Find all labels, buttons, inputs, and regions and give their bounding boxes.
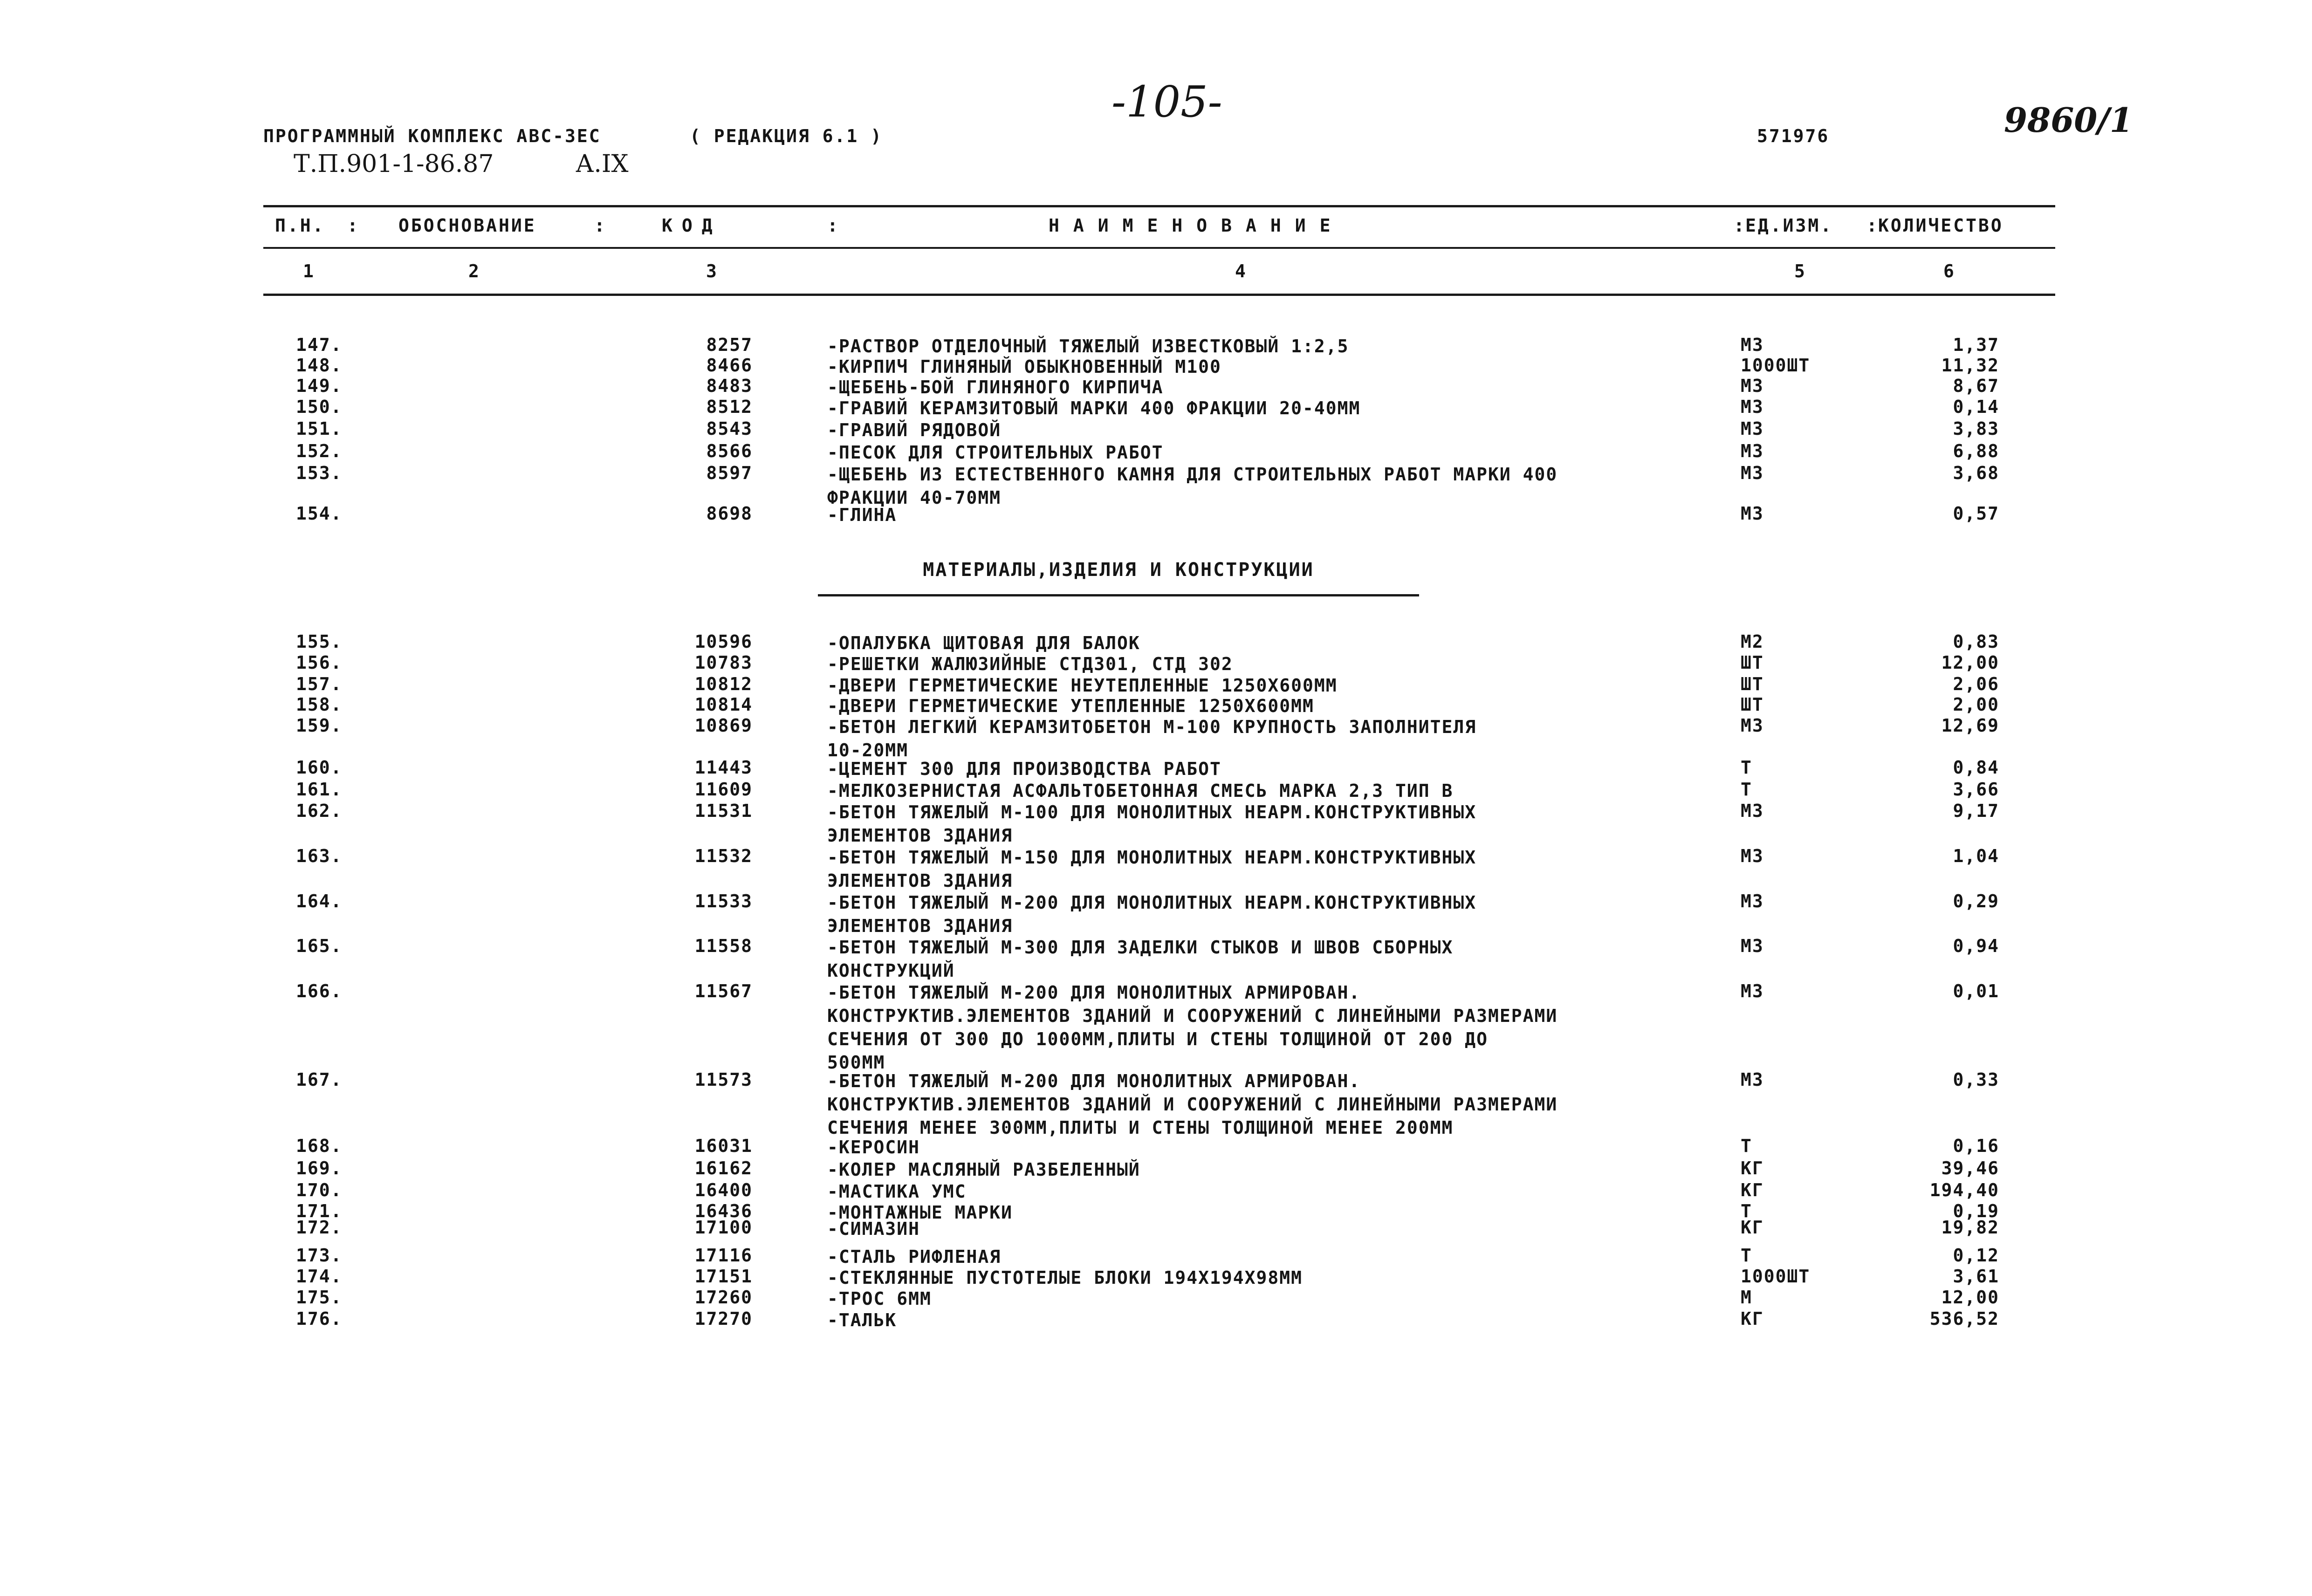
row-name: -ТРОС 6ММ	[827, 1288, 932, 1309]
row-number: 169.	[296, 1158, 343, 1178]
col-number-1: 1	[303, 261, 316, 281]
row-number: 175.	[296, 1287, 343, 1308]
row-number: 164.	[296, 891, 343, 911]
row-number: 168.	[296, 1136, 343, 1156]
row-quantity: 8,67	[1953, 376, 1999, 396]
row-number: 166.	[296, 981, 343, 1001]
row-name: -СИМАЗИН	[827, 1219, 920, 1239]
row-code: 16162	[694, 1158, 753, 1178]
row-name: -КОЛЕР МАСЛЯНЫЙ РАЗБЕЛЕННЫЙ	[827, 1159, 1140, 1180]
row-code: 11533	[694, 891, 753, 911]
col-header-basis: ОБОСНОВАНИЕ	[398, 215, 536, 236]
row-unit: ШТ	[1741, 674, 1764, 694]
row-unit: М3	[1741, 503, 1764, 524]
row-name: -ЩЕБЕНЬ-БОЙ ГЛИНЯНОГО КИРПИЧА	[827, 377, 1164, 397]
row-quantity: 3,68	[1953, 463, 1999, 483]
row-unit: М3	[1741, 335, 1764, 355]
row-unit: КГ	[1741, 1308, 1764, 1329]
col-header-pn: П.Н.	[275, 215, 325, 236]
header-rule-top	[263, 205, 2055, 207]
row-unit: КГ	[1741, 1217, 1764, 1238]
row-unit: М3	[1741, 891, 1764, 911]
row-code: 17270	[694, 1308, 753, 1329]
row-name: -БЕТОН ТЯЖЕЛЫЙ М-300 ДЛЯ ЗАДЕЛКИ СТЫКОВ И ШВОВ СБОРНЫХ КОНСТРУКЦИЙ	[827, 937, 1454, 981]
col-number-4: 4	[1235, 261, 1248, 281]
row-code: 11573	[694, 1069, 753, 1090]
row-number: 151.	[296, 418, 343, 439]
row-unit: Т	[1741, 1245, 1752, 1266]
row-name: -ГРАВИЙ РЯДОВОЙ	[827, 420, 1002, 440]
row-unit: М3	[1741, 463, 1764, 483]
row-code: 16031	[694, 1136, 753, 1156]
row-code: 10783	[694, 652, 753, 673]
album-number: А.IX	[576, 150, 629, 178]
row-code: 8543	[706, 418, 753, 439]
row-number: 172.	[296, 1217, 343, 1238]
row-number: 153.	[296, 463, 343, 483]
row-name: -БЕТОН ТЯЖЕЛЫЙ М-100 ДЛЯ МОНОЛИТНЫХ НЕАРМ.КОНСТРУКТИВНЫХ ЭЛЕМЕНТОВ ЗДАНИЯ	[827, 802, 1477, 846]
row-number: 156.	[296, 652, 343, 673]
row-name: -БЕТОН ТЯЖЕЛЫЙ М-150 ДЛЯ МОНОЛИТНЫХ НЕАРМ.КОНСТРУКТИВНЫХ ЭЛЕМЕНТОВ ЗДАНИЯ	[827, 847, 1477, 891]
row-name: -БЕТОН ТЯЖЕЛЫЙ М-200 ДЛЯ МОНОЛИТНЫХ АРМИРОВАН. КОНСТРУКТИВ.ЭЛЕМЕНТОВ ЗДАНИЙ И СООРУЖЕНИЙ С ЛИНЕЙНЫМИ РАЗМЕРАМИ СЕЧЕНИЯ ОТ 300 ДО 1000ММ,ПЛИТЫ И СТЕНЫ ТОЛЩИНОЙ ОТ 200 ДО 500ММ	[827, 982, 1558, 1073]
header-rule-mid	[263, 247, 2055, 249]
row-name: -КИРПИЧ ГЛИНЯНЫЙ ОБЫКНОВЕННЫЙ М100	[827, 356, 1221, 377]
row-unit: М3	[1741, 376, 1764, 396]
row-unit: М	[1741, 1287, 1752, 1308]
row-number: 165.	[296, 936, 343, 956]
row-name: -РАСТВОР ОТДЕЛОЧНЫЙ ТЯЖЕЛЫЙ ИЗВЕСТКОВЫЙ 1:2,5	[827, 336, 1349, 356]
row-quantity: 1,37	[1953, 335, 1999, 355]
corner-mark: 9860/1	[2004, 100, 2133, 140]
row-code: 11567	[694, 981, 753, 1001]
section-title: МАТЕРИАЛЫ,ИЗДЕЛИЯ И КОНСТРУКЦИИ	[923, 559, 1314, 581]
row-code: 11532	[694, 846, 753, 866]
row-name: -МОНТАЖНЫЕ МАРКИ	[827, 1202, 1013, 1223]
row-unit: Т	[1741, 757, 1752, 778]
row-name: -БЕТОН ТЯЖЕЛЫЙ М-200 ДЛЯ МОНОЛИТНЫХ НЕАРМ.КОНСТРУКТИВНЫХ ЭЛЕМЕНТОВ ЗДАНИЯ	[827, 892, 1477, 936]
row-code: 16436	[694, 1201, 753, 1221]
row-unit: 1000ШТ	[1741, 1266, 1811, 1287]
row-number: 171.	[296, 1201, 343, 1221]
row-quantity: 1,04	[1953, 846, 1999, 866]
row-unit: ШТ	[1741, 652, 1764, 673]
row-name: -ДВЕРИ ГЕРМЕТИЧЕСКИЕ УТЕПЛЕННЫЕ 1250Х600ММ	[827, 696, 1314, 716]
row-code: 16400	[694, 1180, 753, 1200]
col-number-5: 5	[1794, 261, 1807, 281]
row-name: -БЕТОН ТЯЖЕЛЫЙ М-200 ДЛЯ МОНОЛИТНЫХ АРМИРОВАН. КОНСТРУКТИВ.ЭЛЕМЕНТОВ ЗДАНИЙ И СООРУЖЕНИЙ С ЛИНЕЙНЫМИ РАЗМЕРАМИ СЕЧЕНИЯ МЕНЕЕ 300ММ,ПЛИТЫ И СТЕНЫ ТОЛЩИНОЙ МЕНЕЕ 200ММ	[827, 1071, 1558, 1138]
row-code: 8512	[706, 397, 753, 417]
row-unit: М3	[1741, 418, 1764, 439]
row-unit: М3	[1741, 801, 1764, 821]
row-name: -СТАЛЬ РИФЛЕНАЯ	[827, 1247, 1002, 1267]
row-quantity: 39,46	[1941, 1158, 1999, 1178]
row-quantity: 194,40	[1929, 1180, 1999, 1200]
row-quantity: 0,01	[1953, 981, 1999, 1001]
row-code: 8257	[706, 335, 753, 355]
row-name: -ТАЛЬК	[827, 1310, 897, 1330]
row-quantity: 12,00	[1941, 1287, 1999, 1308]
project-number: Т.П.901-1-86.87	[294, 150, 494, 178]
row-quantity: 0,94	[1953, 936, 1999, 956]
program-line: ПРОГРАММНЫЙ КОМПЛЕКС АВС-ЗЕС	[263, 126, 601, 146]
row-code: 10596	[694, 631, 753, 652]
row-number: 152.	[296, 441, 343, 461]
row-quantity: 0,19	[1953, 1201, 1999, 1221]
row-number: 161.	[296, 779, 343, 800]
document-code: 571976	[1757, 126, 1830, 146]
row-code: 8466	[706, 355, 753, 376]
row-code: 11531	[694, 801, 753, 821]
page-number: -105-	[1111, 77, 1222, 127]
row-number: 154.	[296, 503, 343, 524]
col-header-qty: КОЛИЧЕСТВО	[1878, 215, 2003, 236]
row-name: -МАСТИКА УМС	[827, 1181, 967, 1202]
edition: ( РЕДАКЦИЯ 6.1 )	[690, 126, 883, 146]
col-sep: :	[1866, 215, 1879, 236]
row-code: 17151	[694, 1266, 753, 1287]
col-sep: :	[347, 215, 360, 236]
row-code: 10814	[694, 694, 753, 715]
row-name: -ОПАЛУБКА ЩИТОВАЯ ДЛЯ БАЛОК	[827, 633, 1140, 653]
row-unit: Т	[1741, 1136, 1752, 1156]
header-rule-bottom	[263, 294, 2055, 296]
row-unit: М3	[1741, 715, 1764, 736]
row-number: 147.	[296, 335, 343, 355]
col-header-unit: ЕД.ИЗМ.	[1745, 215, 1833, 236]
row-unit: М3	[1741, 846, 1764, 866]
row-code: 8483	[706, 376, 753, 396]
row-quantity: 12,00	[1941, 652, 1999, 673]
row-number: 158.	[296, 694, 343, 715]
row-unit: М2	[1741, 631, 1764, 652]
row-quantity: 19,82	[1941, 1217, 1999, 1238]
row-number: 167.	[296, 1069, 343, 1090]
row-name: -ДВЕРИ ГЕРМЕТИЧЕСКИЕ НЕУТЕПЛЕННЫЕ 1250Х600ММ	[827, 675, 1338, 696]
row-unit: М3	[1741, 936, 1764, 956]
row-number: 160.	[296, 757, 343, 778]
row-name: -БЕТОН ЛЕГКИЙ КЕРАМЗИТОБЕТОН М-100 КРУПНОСТЬ ЗАПОЛНИТЕЛЯ 10-20ММ	[827, 717, 1477, 760]
row-quantity: 0,29	[1953, 891, 1999, 911]
row-number: 163.	[296, 846, 343, 866]
row-number: 155.	[296, 631, 343, 652]
row-number: 170.	[296, 1180, 343, 1200]
row-name: -ГЛИНА	[827, 505, 897, 525]
col-sep: :	[1734, 215, 1746, 236]
row-code: 8698	[706, 503, 753, 524]
row-quantity: 0,14	[1953, 397, 1999, 417]
row-number: 174.	[296, 1266, 343, 1287]
col-header-name: НАИМЕНОВАНИЕ	[1049, 215, 1345, 236]
row-name: -МЕЛКОЗЕРНИСТАЯ АСФАЛЬТОБЕТОННАЯ СМЕСЬ МАРКА 2,3 ТИП В	[827, 781, 1454, 801]
row-code: 11609	[694, 779, 753, 800]
row-number: 176.	[296, 1308, 343, 1329]
row-unit: М3	[1741, 441, 1764, 461]
row-quantity: 2,06	[1953, 674, 1999, 694]
row-number: 157.	[296, 674, 343, 694]
row-quantity: 2,00	[1953, 694, 1999, 715]
row-quantity: 11,32	[1941, 355, 1999, 376]
row-unit: М3	[1741, 397, 1764, 417]
row-name: -СТЕКЛЯННЫЕ ПУСТОТЕЛЫЕ БЛОКИ 194Х194Х98ММ	[827, 1267, 1303, 1288]
row-quantity: 0,16	[1953, 1136, 1999, 1156]
row-code: 17116	[694, 1245, 753, 1266]
row-quantity: 3,83	[1953, 418, 1999, 439]
row-quantity: 6,88	[1953, 441, 1999, 461]
row-number: 173.	[296, 1245, 343, 1266]
row-unit: М3	[1741, 1069, 1764, 1090]
row-number: 159.	[296, 715, 343, 736]
row-code: 11558	[694, 936, 753, 956]
col-header-code: КОД	[662, 215, 722, 236]
row-unit: 1000ШТ	[1741, 355, 1811, 376]
row-quantity: 0,84	[1953, 757, 1999, 778]
row-code: 8566	[706, 441, 753, 461]
col-sep: :	[827, 215, 840, 236]
row-quantity: 0,33	[1953, 1069, 1999, 1090]
row-quantity: 0,57	[1953, 503, 1999, 524]
col-number-2: 2	[468, 261, 481, 281]
row-quantity: 3,66	[1953, 779, 1999, 800]
row-code: 11443	[694, 757, 753, 778]
row-quantity: 0,12	[1953, 1245, 1999, 1266]
row-number: 162.	[296, 801, 343, 821]
row-number: 148.	[296, 355, 343, 376]
row-number: 150.	[296, 397, 343, 417]
section-underline	[818, 594, 1419, 596]
row-code: 17100	[694, 1217, 753, 1238]
row-name: -ГРАВИЙ КЕРАМЗИТОВЫЙ МАРКИ 400 ФРАКЦИИ 20-40ММ	[827, 398, 1361, 418]
row-quantity: 0,83	[1953, 631, 1999, 652]
row-name: -ЩЕБЕНЬ ИЗ ЕСТЕСТВЕННОГО КАМНЯ ДЛЯ СТРОИТЕЛЬНЫХ РАБОТ МАРКИ 400 ФРАКЦИИ 40-70ММ	[827, 464, 1558, 508]
row-name: -ЦЕМЕНТ 300 ДЛЯ ПРОИЗВОДСТВА РАБОТ	[827, 759, 1221, 779]
row-unit: Т	[1741, 1201, 1752, 1221]
row-unit: КГ	[1741, 1180, 1764, 1200]
row-unit: Т	[1741, 779, 1752, 800]
row-code: 8597	[706, 463, 753, 483]
col-number-3: 3	[706, 261, 719, 281]
row-name: -РЕШЕТКИ ЖАЛЮЗИЙНЫЕ СТД301, СТД 302	[827, 654, 1233, 674]
col-sep: :	[594, 215, 607, 236]
row-quantity: 12,69	[1941, 715, 1999, 736]
row-quantity: 9,17	[1953, 801, 1999, 821]
row-name: -ПЕСОК ДЛЯ СТРОИТЕЛЬНЫХ РАБОТ	[827, 442, 1164, 463]
row-number: 149.	[296, 376, 343, 396]
row-code: 10869	[694, 715, 753, 736]
row-name: -КЕРОСИН	[827, 1137, 920, 1158]
row-code: 10812	[694, 674, 753, 694]
row-quantity: 3,61	[1953, 1266, 1999, 1287]
row-unit: ШТ	[1741, 694, 1764, 715]
row-unit: М3	[1741, 981, 1764, 1001]
row-code: 17260	[694, 1287, 753, 1308]
col-number-6: 6	[1943, 261, 1956, 281]
row-quantity: 536,52	[1929, 1308, 1999, 1329]
row-unit: КГ	[1741, 1158, 1764, 1178]
